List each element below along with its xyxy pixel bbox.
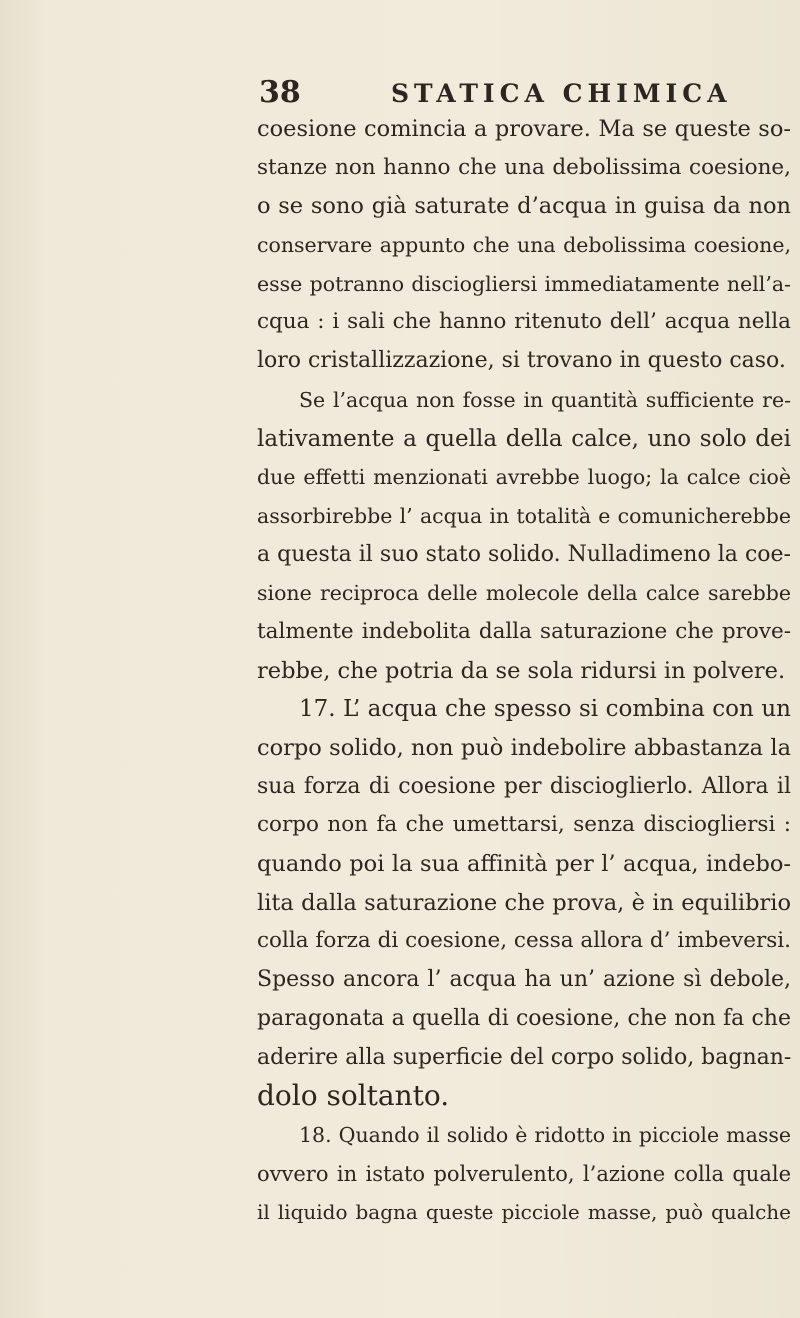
body-text <box>257 110 791 1232</box>
text-line: ovvero in istato polverulento, l’azione colla quale <box>257 1161 791 1186</box>
text-line: il liquido bagna queste picciole masse, può qualche <box>257 1200 791 1225</box>
text-line: due effetti menzionati avrebbe luogo; la calce cioè <box>257 465 791 490</box>
text-line: a questa il suo stato solido. Nulladimeno la coe- <box>257 541 791 567</box>
text-line: dolo soltanto. <box>257 1079 450 1113</box>
text-line: loro cristallizzazione, si trovano in questo caso. <box>257 348 786 374</box>
text-line: lita dalla saturazione che prova, è in equilibrio <box>257 889 791 916</box>
text-line: Spesso ancora l’ acqua ha un’ azione sì debole, <box>257 967 791 993</box>
text-line: sione reciproca delle molecole della calce sarebbe <box>257 581 791 606</box>
paragraph-start-line: 17. L’ acqua che spesso si combina con un <box>299 696 791 723</box>
text-line: stanze non hanno che una debolissima coesione, <box>257 154 791 180</box>
text-line: sua forza di coesione per discioglierlo. Allora il <box>257 773 791 799</box>
running-title: STATICA CHIMICA <box>391 79 732 108</box>
paragraph-start-line: Se l’acqua non fosse in quantità sufficiente re- <box>299 387 791 412</box>
text-line: esse potranno disciogliersi immediatamente nell’a- <box>257 271 791 296</box>
paragraph-start-line: 18. Quando il solido è ridotto in picciole masse <box>299 1122 791 1147</box>
text-line: corpo solido, non può indebolire abbastanza la <box>257 735 791 761</box>
text-line: conservare appunto che una debolissima coesione, <box>257 233 791 258</box>
text-line: assorbirebbe l’ acqua in totalità e comunicherebbe <box>257 503 791 528</box>
text-line: lativamente a quella della calce, uno solo dei <box>257 425 791 452</box>
text-line: corpo non fa che umettarsi, senza disciogliersi : <box>257 812 791 838</box>
text-line: colla forza di coesione, cessa allora d’ imbeversi. <box>257 928 791 954</box>
text-line: cqua : i sali che hanno ritenuto dell’ acqua nella <box>257 309 791 335</box>
text-line: paragonata a quella di coesione, che non fa che <box>257 1005 791 1031</box>
text-line: aderire alla superficie del corpo solido, bagnan- <box>257 1044 791 1070</box>
text-line: quando poi la sua affinità per l’ acqua, indebo- <box>257 851 791 878</box>
page-number: 38 <box>259 75 301 110</box>
page-header <box>259 76 799 110</box>
text-line: rebbe, che potria da se sola ridursi in polvere. <box>257 657 786 684</box>
text-line: o se sono già saturate d’acqua in guisa da non <box>257 193 791 220</box>
text-line: coesione comincia a provare. Ma se queste so- <box>257 116 791 142</box>
text-line: talmente indebolita dalla saturazione che prove- <box>257 618 791 644</box>
